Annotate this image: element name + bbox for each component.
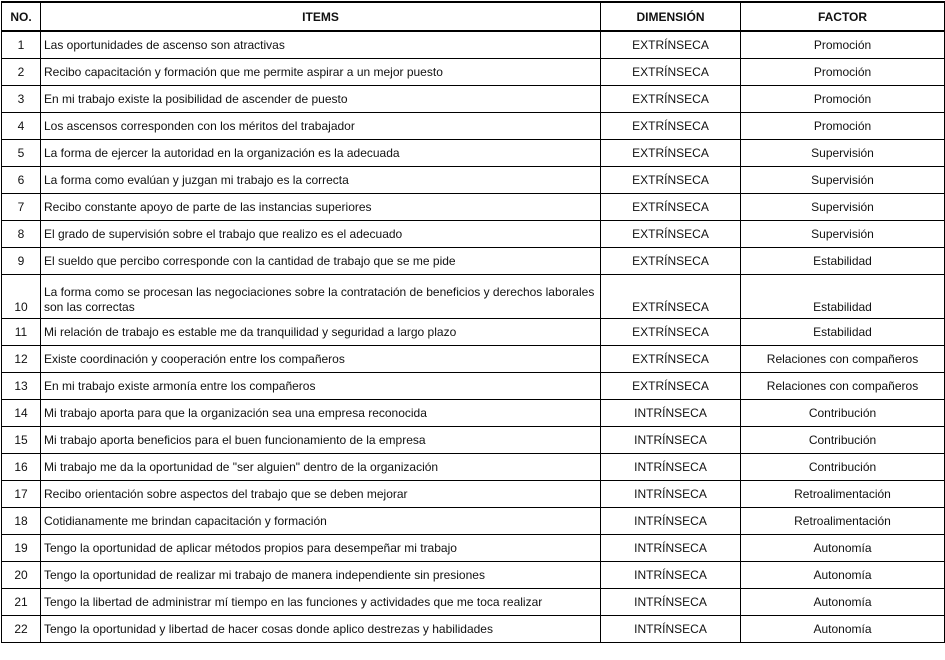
table-body xyxy=(2,31,945,643)
row-dimension: EXTRÍNSECA xyxy=(601,248,741,275)
row-item-text: Mi trabajo aporta beneficios para el buen funcionamiento de la empresa xyxy=(41,427,601,454)
row-dimension: EXTRÍNSECA xyxy=(601,221,741,248)
row-number: 4 xyxy=(2,113,41,140)
row-item-text: Tengo la oportunidad de realizar mi trabajo de manera independiente sin presiones xyxy=(41,562,601,589)
row-dimension: INTRÍNSECA xyxy=(601,589,741,616)
row-dimension: INTRÍNSECA xyxy=(601,616,741,643)
row-dimension: EXTRÍNSECA xyxy=(601,31,741,59)
table-row xyxy=(2,221,945,248)
row-item-text: En mi trabajo existe la posibilidad de ascender de puesto xyxy=(41,86,601,113)
table-row xyxy=(2,535,945,562)
row-item-text: Las oportunidades de ascenso son atractivas xyxy=(41,31,601,59)
row-factor: Retroalimentación xyxy=(741,508,945,535)
row-number: 15 xyxy=(2,427,41,454)
row-factor: Autonomía xyxy=(741,562,945,589)
row-dimension: INTRÍNSECA xyxy=(601,400,741,427)
row-number: 14 xyxy=(2,400,41,427)
table-row xyxy=(2,400,945,427)
row-number: 6 xyxy=(2,167,41,194)
table-row xyxy=(2,616,945,643)
row-number: 18 xyxy=(2,508,41,535)
row-dimension: EXTRÍNSECA xyxy=(601,59,741,86)
row-item-text: Tengo la libertad de administrar mí tiempo en las funciones y actividades que me toca realizar xyxy=(41,589,601,616)
row-dimension: EXTRÍNSECA xyxy=(601,275,741,319)
row-factor: Relaciones con compañeros xyxy=(741,346,945,373)
row-number: 12 xyxy=(2,346,41,373)
table-row xyxy=(2,59,945,86)
row-dimension: INTRÍNSECA xyxy=(601,427,741,454)
header-factor: FACTOR xyxy=(741,2,945,31)
row-factor: Supervisión xyxy=(741,194,945,221)
table-row xyxy=(2,562,945,589)
row-number: 20 xyxy=(2,562,41,589)
table-row xyxy=(2,86,945,113)
header-row xyxy=(2,2,945,31)
row-item-text: En mi trabajo existe armonía entre los compañeros xyxy=(41,373,601,400)
row-dimension: EXTRÍNSECA xyxy=(601,373,741,400)
table-row xyxy=(2,113,945,140)
row-factor: Supervisión xyxy=(741,167,945,194)
row-dimension: INTRÍNSECA xyxy=(601,535,741,562)
row-dimension: INTRÍNSECA xyxy=(601,562,741,589)
header-dimension: DIMENSIÓN xyxy=(601,2,741,31)
row-dimension: EXTRÍNSECA xyxy=(601,346,741,373)
row-factor: Supervisión xyxy=(741,221,945,248)
row-item-text: Recibo capacitación y formación que me permite aspirar a un mejor puesto xyxy=(41,59,601,86)
row-factor: Retroalimentación xyxy=(741,481,945,508)
row-number: 21 xyxy=(2,589,41,616)
row-item-text: Recibo constante apoyo de parte de las instancias superiores xyxy=(41,194,601,221)
row-factor: Relaciones con compañeros xyxy=(741,373,945,400)
table-row xyxy=(2,275,945,319)
row-item-text: Mi trabajo aporta para que la organización sea una empresa reconocida xyxy=(41,400,601,427)
row-number: 7 xyxy=(2,194,41,221)
row-factor: Autonomía xyxy=(741,535,945,562)
row-factor: Contribución xyxy=(741,454,945,481)
row-factor: Estabilidad xyxy=(741,248,945,275)
row-dimension: EXTRÍNSECA xyxy=(601,140,741,167)
items-table xyxy=(1,1,945,643)
header-items: ITEMS xyxy=(41,2,601,31)
row-dimension: EXTRÍNSECA xyxy=(601,319,741,346)
row-number: 5 xyxy=(2,140,41,167)
table-row xyxy=(2,140,945,167)
row-item-text: Recibo orientación sobre aspectos del trabajo que se deben mejorar xyxy=(41,481,601,508)
table-row xyxy=(2,319,945,346)
row-item-text: Cotidianamente me brindan capacitación y formación xyxy=(41,508,601,535)
row-dimension: INTRÍNSECA xyxy=(601,454,741,481)
row-number: 3 xyxy=(2,86,41,113)
row-number: 19 xyxy=(2,535,41,562)
row-item-text: Tengo la oportunidad y libertad de hacer cosas donde aplico destrezas y habilidades xyxy=(41,616,601,643)
row-number: 22 xyxy=(2,616,41,643)
row-number: 11 xyxy=(2,319,41,346)
table-row xyxy=(2,589,945,616)
row-factor: Supervisión xyxy=(741,140,945,167)
table-row xyxy=(2,167,945,194)
row-factor: Contribución xyxy=(741,400,945,427)
row-factor: Contribución xyxy=(741,427,945,454)
row-item-text: Tengo la oportunidad de aplicar métodos propios para desempeñar mi trabajo xyxy=(41,535,601,562)
row-item-text: La forma de ejercer la autoridad en la organización es la adecuada xyxy=(41,140,601,167)
row-factor: Autonomía xyxy=(741,616,945,643)
row-factor: Estabilidad xyxy=(741,319,945,346)
row-factor: Autonomía xyxy=(741,589,945,616)
table-row xyxy=(2,373,945,400)
row-item-text: Existe coordinación y cooperación entre los compañeros xyxy=(41,346,601,373)
row-item-text: La forma como evalúan y juzgan mi trabajo es la correcta xyxy=(41,167,601,194)
row-item-text: El sueldo que percibo corresponde con la cantidad de trabajo que se me pide xyxy=(41,248,601,275)
row-item-text: El grado de supervisión sobre el trabajo que realizo es el adecuado xyxy=(41,221,601,248)
row-number: 9 xyxy=(2,248,41,275)
row-factor: Estabilidad xyxy=(741,275,945,319)
table-row xyxy=(2,194,945,221)
row-factor: Promoción xyxy=(741,86,945,113)
row-dimension: EXTRÍNSECA xyxy=(601,167,741,194)
row-number: 8 xyxy=(2,221,41,248)
table-row xyxy=(2,508,945,535)
row-dimension: EXTRÍNSECA xyxy=(601,194,741,221)
row-number: 16 xyxy=(2,454,41,481)
row-item-text: Mi trabajo me da la oportunidad de "ser alguien" dentro de la organización xyxy=(41,454,601,481)
table-row xyxy=(2,481,945,508)
row-factor: Promoción xyxy=(741,59,945,86)
table-row xyxy=(2,427,945,454)
header-no: NO. xyxy=(2,2,41,31)
row-number: 13 xyxy=(2,373,41,400)
table-row xyxy=(2,31,945,59)
row-item-text: Los ascensos corresponden con los méritos del trabajador xyxy=(41,113,601,140)
row-number: 17 xyxy=(2,481,41,508)
row-number: 2 xyxy=(2,59,41,86)
row-number: 10 xyxy=(2,275,41,319)
row-dimension: EXTRÍNSECA xyxy=(601,86,741,113)
table-row xyxy=(2,346,945,373)
row-item-text: La forma como se procesan las negociaciones sobre la contratación de beneficios y derechos laborales son las correctas xyxy=(41,275,601,319)
row-factor: Promoción xyxy=(741,113,945,140)
table-row xyxy=(2,454,945,481)
row-item-text: Mi relación de trabajo es estable me da tranquilidad y seguridad a largo plazo xyxy=(41,319,601,346)
row-dimension: INTRÍNSECA xyxy=(601,508,741,535)
row-dimension: EXTRÍNSECA xyxy=(601,113,741,140)
row-factor: Promoción xyxy=(741,31,945,59)
row-number: 1 xyxy=(2,31,41,59)
table-header xyxy=(2,2,945,31)
row-dimension: INTRÍNSECA xyxy=(601,481,741,508)
table-row xyxy=(2,248,945,275)
